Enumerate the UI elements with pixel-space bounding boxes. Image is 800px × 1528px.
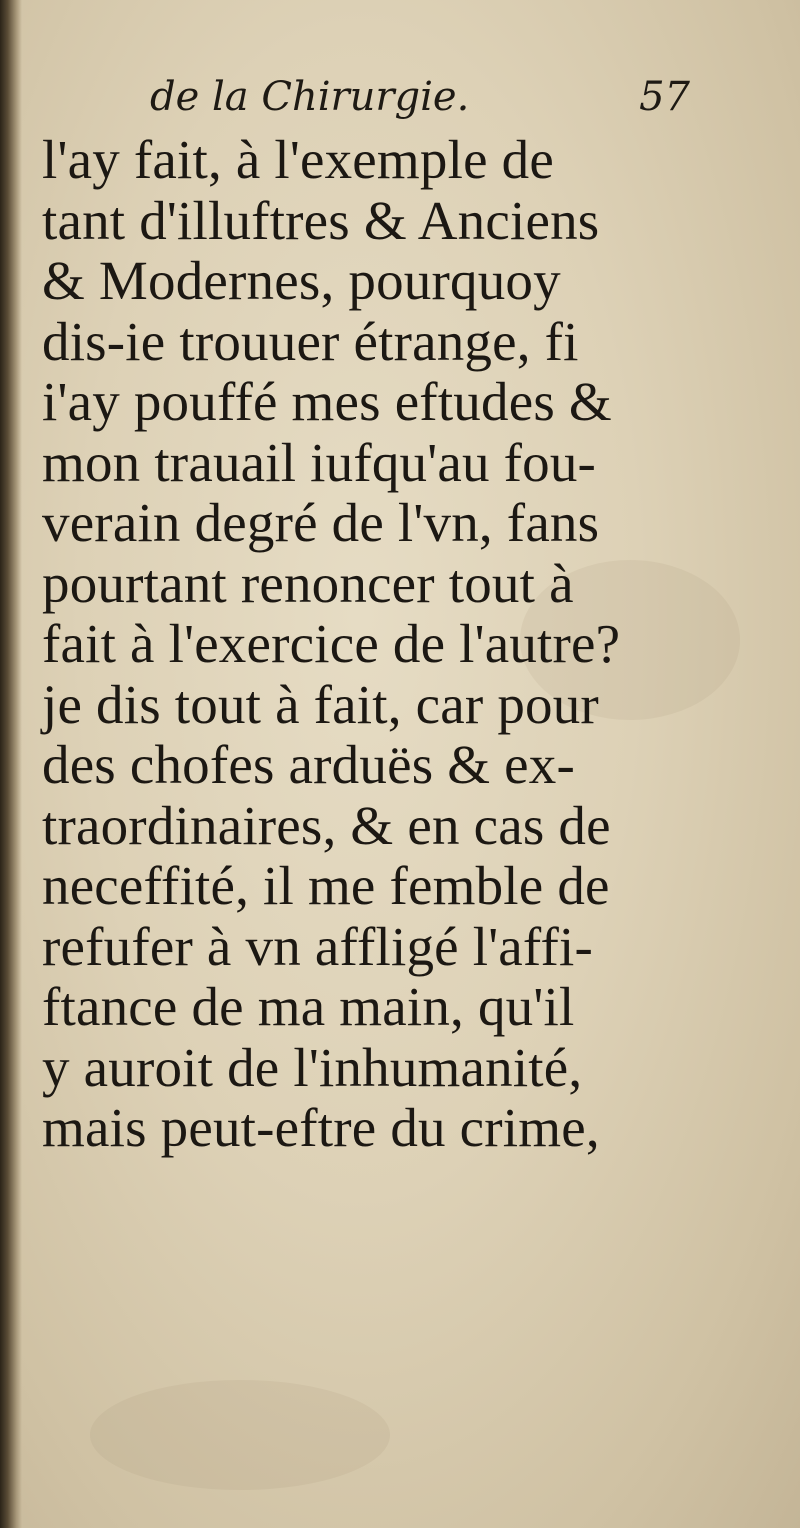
running-title: de la Chirurgie. <box>150 74 470 120</box>
text-line: mon trauail iufqu'au fou- <box>42 431 597 493</box>
text-line: dis-ie trouuer étrange, fi <box>42 310 579 372</box>
paper-stain <box>90 1380 390 1490</box>
body-text <box>42 130 682 1159</box>
text-line: & Modernes, pourquoy <box>42 250 561 311</box>
text-line: tant d'illuftres & Anciens <box>42 189 600 251</box>
text-line: neceffité, il me femble de <box>42 855 610 916</box>
text-line: l'ay fait, à l'exemple de <box>42 129 554 190</box>
text-line: mais peut-eftre du crime, <box>42 1097 600 1158</box>
text-line: des chofes arduës & ex- <box>42 734 576 795</box>
text-line: verain degré de l'vn, fans <box>42 492 600 553</box>
page-header <box>150 70 690 130</box>
text-line: je dis tout à fait, car pour <box>42 673 599 735</box>
text-line: ftance de ma main, qu'il <box>42 976 575 1037</box>
text-line: traordinaires, & en cas de <box>42 794 611 856</box>
text-line: y auroit de l'inhumanité, <box>42 1036 583 1098</box>
book-gutter-shadow <box>0 0 22 1528</box>
page-number: 57 <box>639 74 690 120</box>
text-line: i'ay pouffé mes eftudes & <box>42 371 612 432</box>
text-line: refufer à vn affligé l'affi- <box>42 915 593 977</box>
text-line: fait à l'exercice de l'autre? <box>42 613 621 674</box>
text-line: pourtant renoncer tout à <box>42 552 574 614</box>
